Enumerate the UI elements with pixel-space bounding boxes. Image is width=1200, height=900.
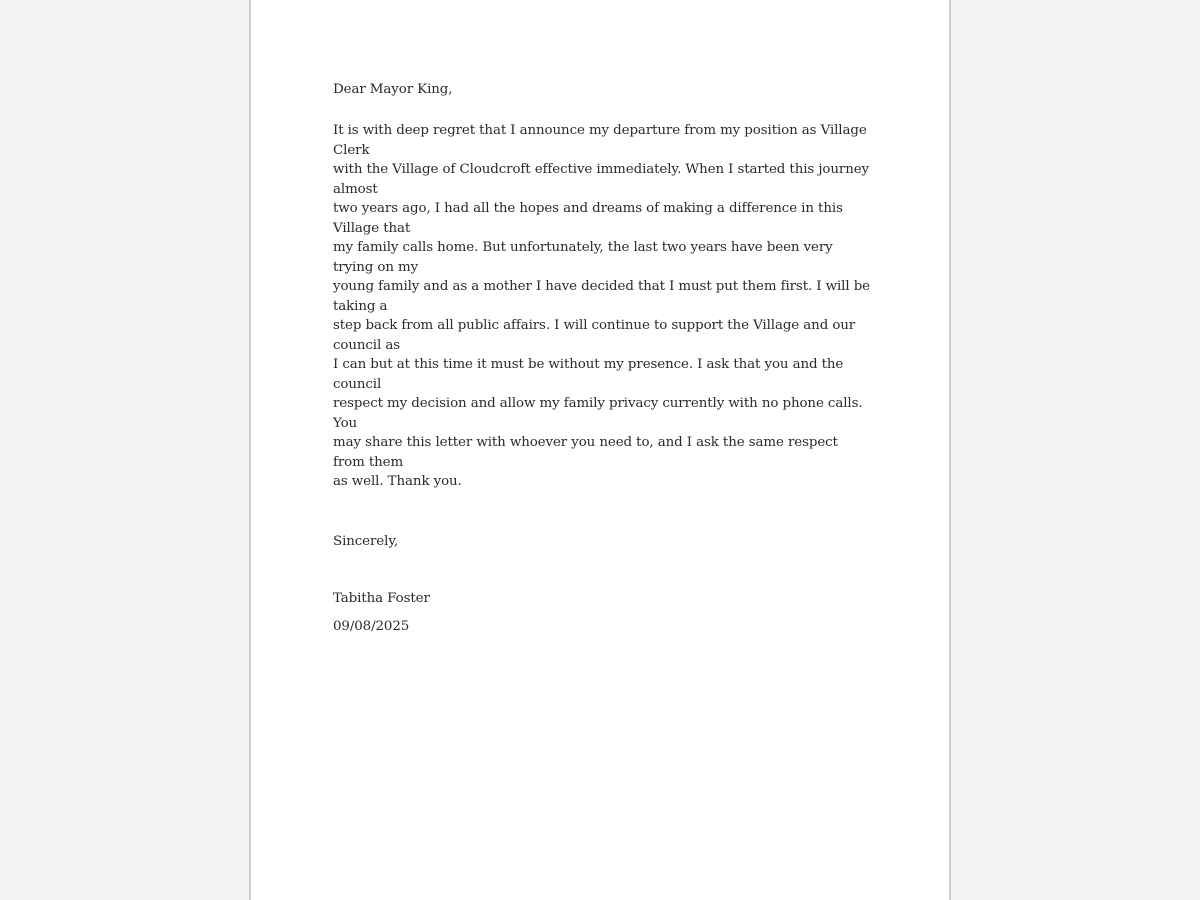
signature-name: Tabitha Foster — [333, 590, 430, 606]
letter-body — [333, 80, 873, 637]
closing: Sincerely, — [333, 533, 399, 549]
document-page — [249, 0, 951, 900]
salutation: Dear Mayor King, — [333, 82, 453, 97]
letter-paragraph: It is with deep regret that I announce my departure from my position as Village Clerk with the Village of Cloudcroft effective immediately. When I started this journey almost two years ago, I had all the hopes and dreams of making a difference in this Village that my family calls home. But unfortunately, the last two years have been very trying on my young family and as a mother I have decided that I must put them first. I will be taking a step back from all public affairs. I will continue to support the Village and our council as I can but at this time it must be without my presence. I ask that you and the council respect my decision and allow my family privacy currently with no phone calls. You may share this letter with whoever you need to, and I ask the same respect from them as well. Thank you. — [333, 123, 871, 489]
letter-date: 09/08/2025 — [333, 618, 410, 634]
